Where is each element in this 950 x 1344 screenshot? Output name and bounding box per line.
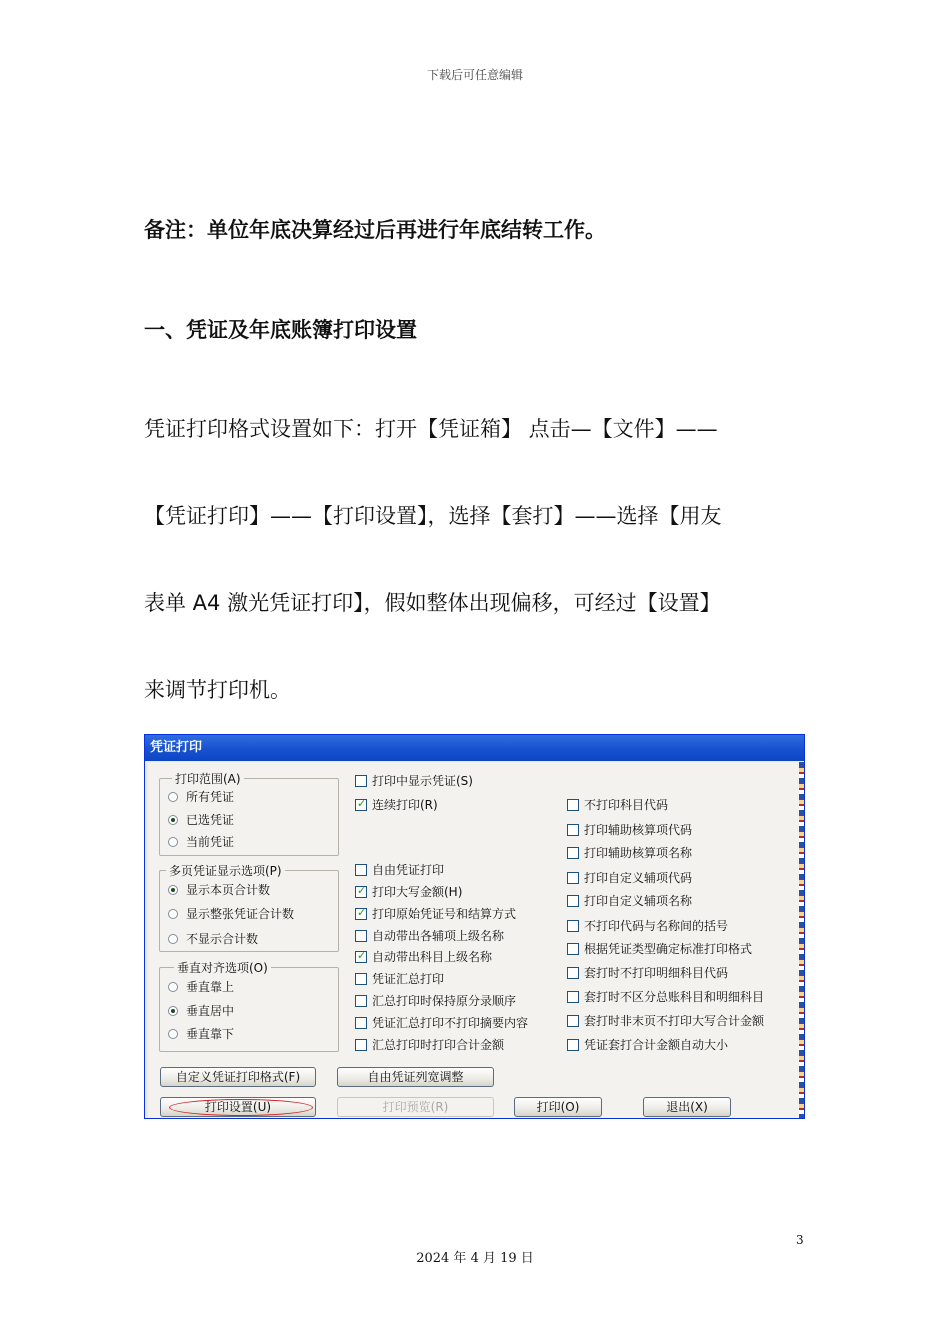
voucher-print-dialog [144,734,805,1119]
checkbox-box [567,847,579,859]
checkbox-box [355,799,367,811]
dialog-title: 凭证打印 [145,735,804,761]
radio-circle [168,1029,178,1039]
check-no-detail-code[interactable]: 套打时不打印明细科目代码 [567,964,728,981]
checkbox-box [567,943,579,955]
print-button[interactable]: 打印(O) [514,1097,602,1117]
checkbox-box [355,1039,367,1051]
radio-circle [168,792,178,802]
print-preview-button[interactable]: 打印预览(R) [337,1097,494,1117]
radio-align-bottom[interactable]: 垂直靠下 [168,1025,234,1042]
check-print-total-amount[interactable]: 汇总打印时打印合计金额 [355,1036,504,1053]
checkbox-box [355,995,367,1007]
print-setup-label: 打印设置(U) [204,1100,272,1114]
check-no-summary-text[interactable]: 凭证汇总打印不打印摘要内容 [355,1014,528,1031]
radio-circle [168,934,178,944]
note-text: 备注：单位年底决算经过后再进行年底结转工作。 [144,218,606,242]
page-header: 下载后可任意编辑 [426,68,523,82]
check-auto-size-total[interactable]: 凭证套打合计金额自动大小 [567,1036,728,1053]
dialog-body [148,762,799,1118]
check-print-original-voucher-no[interactable]: ✓打印原始凭证号和结算方式 [355,905,516,922]
radio-current-voucher[interactable]: 当前凭证 [168,833,234,850]
radio-circle [168,909,178,919]
checkbox-box [567,991,579,1003]
checkbox-box [567,967,579,979]
print-range-label: 打印范围(A) [172,770,244,787]
radio-circle [168,837,178,847]
exit-button[interactable]: 退出(X) [643,1097,731,1117]
print-setup-button[interactable] [160,1097,316,1117]
custom-format-button[interactable]: 自定义凭证打印格式(F) [160,1067,316,1087]
check-standard-format-by-type[interactable]: 根据凭证类型确定标准打印格式 [567,940,752,957]
page-number: 3 [796,1233,804,1247]
paragraph-line: 来调节打印机。 [144,678,291,702]
check-continuous-print[interactable]: ✓连续打印(R) [355,796,438,813]
check-free-voucher-print[interactable]: 自由凭证打印 [355,861,444,878]
radio-circle [168,815,178,825]
checkbox-box [567,799,579,811]
radio-circle [168,885,178,895]
column-width-button[interactable]: 自由凭证列宽调整 [337,1067,494,1087]
paragraph-line: 表单 A4 激光凭证打印】，假如整体出现偏移，可经过【设置】 [144,591,721,615]
radio-show-page-total[interactable]: 显示本页合计数 [168,881,270,898]
checkbox-box [355,775,367,787]
checkbox-box [355,864,367,876]
radio-show-voucher-total[interactable]: 显示整张凭证合计数 [168,905,294,922]
vertical-align-label: 垂直对齐选项(O) [174,959,271,976]
check-auto-account-parent-names[interactable]: ✓自动带出科目上级名称 [355,948,492,965]
checkbox-box [355,1017,367,1029]
check-auto-aux-parent-names[interactable]: 自动带出各辅项上级名称 [355,927,504,944]
radio-align-middle[interactable]: 垂直居中 [168,1002,234,1019]
radio-circle [168,1006,178,1016]
checkbox-box [567,1039,579,1051]
radio-all-vouchers[interactable]: 所有凭证 [168,788,234,805]
checkbox-box [355,886,367,898]
checkbox-box [355,930,367,942]
paragraph-line: 凭证打印格式设置如下：打开【凭证箱】 点击—【文件】—— [144,417,718,441]
radio-circle [168,982,178,992]
background-window-edge [799,762,804,1118]
checkbox-box [355,908,367,920]
check-show-during-print[interactable]: 打印中显示凭证(S) [355,772,473,789]
checkbox-box [567,895,579,907]
check-no-account-code[interactable]: 不打印科目代码 [567,796,668,813]
check-no-brackets[interactable]: 不打印代码与名称间的括号 [567,917,728,934]
checkbox-box [567,824,579,836]
radio-align-top[interactable]: 垂直靠上 [168,978,234,995]
check-voucher-summary-print[interactable]: 凭证汇总打印 [355,970,444,987]
section-heading: 一、凭证及年底账簿打印设置 [144,318,417,342]
check-no-distinguish-accounts[interactable]: 套打时不区分总账科目和明细科目 [567,988,764,1005]
check-custom-aux-code[interactable]: 打印自定义辅项代码 [567,869,692,886]
checkbox-box [567,1015,579,1027]
multipage-label: 多页凭证显示选项(P) [166,862,285,879]
check-print-uppercase-amount[interactable]: ✓打印大写金额(H) [355,883,462,900]
check-no-uppercase-non-last[interactable]: 套打时非末页不打印大写合计金额 [567,1012,764,1029]
radio-selected-vouchers[interactable]: 已选凭证 [168,811,234,828]
check-custom-aux-name[interactable]: 打印自定义辅项名称 [567,892,692,909]
paragraph-line: 【凭证打印】——【打印设置】，选择【套打】——选择【用友 [144,504,722,528]
checkbox-box [355,951,367,963]
check-aux-item-name[interactable]: 打印辅助核算项名称 [567,844,692,861]
radio-no-total[interactable]: 不显示合计数 [168,930,258,947]
check-aux-item-code[interactable]: 打印辅助核算项代码 [567,821,692,838]
page-date: 2024 年 4 月 19 日 [416,1251,534,1266]
check-keep-entry-order[interactable]: 汇总打印时保持原分录顺序 [355,992,516,1009]
checkbox-box [567,920,579,932]
checkbox-box [567,872,579,884]
checkbox-box [355,973,367,985]
